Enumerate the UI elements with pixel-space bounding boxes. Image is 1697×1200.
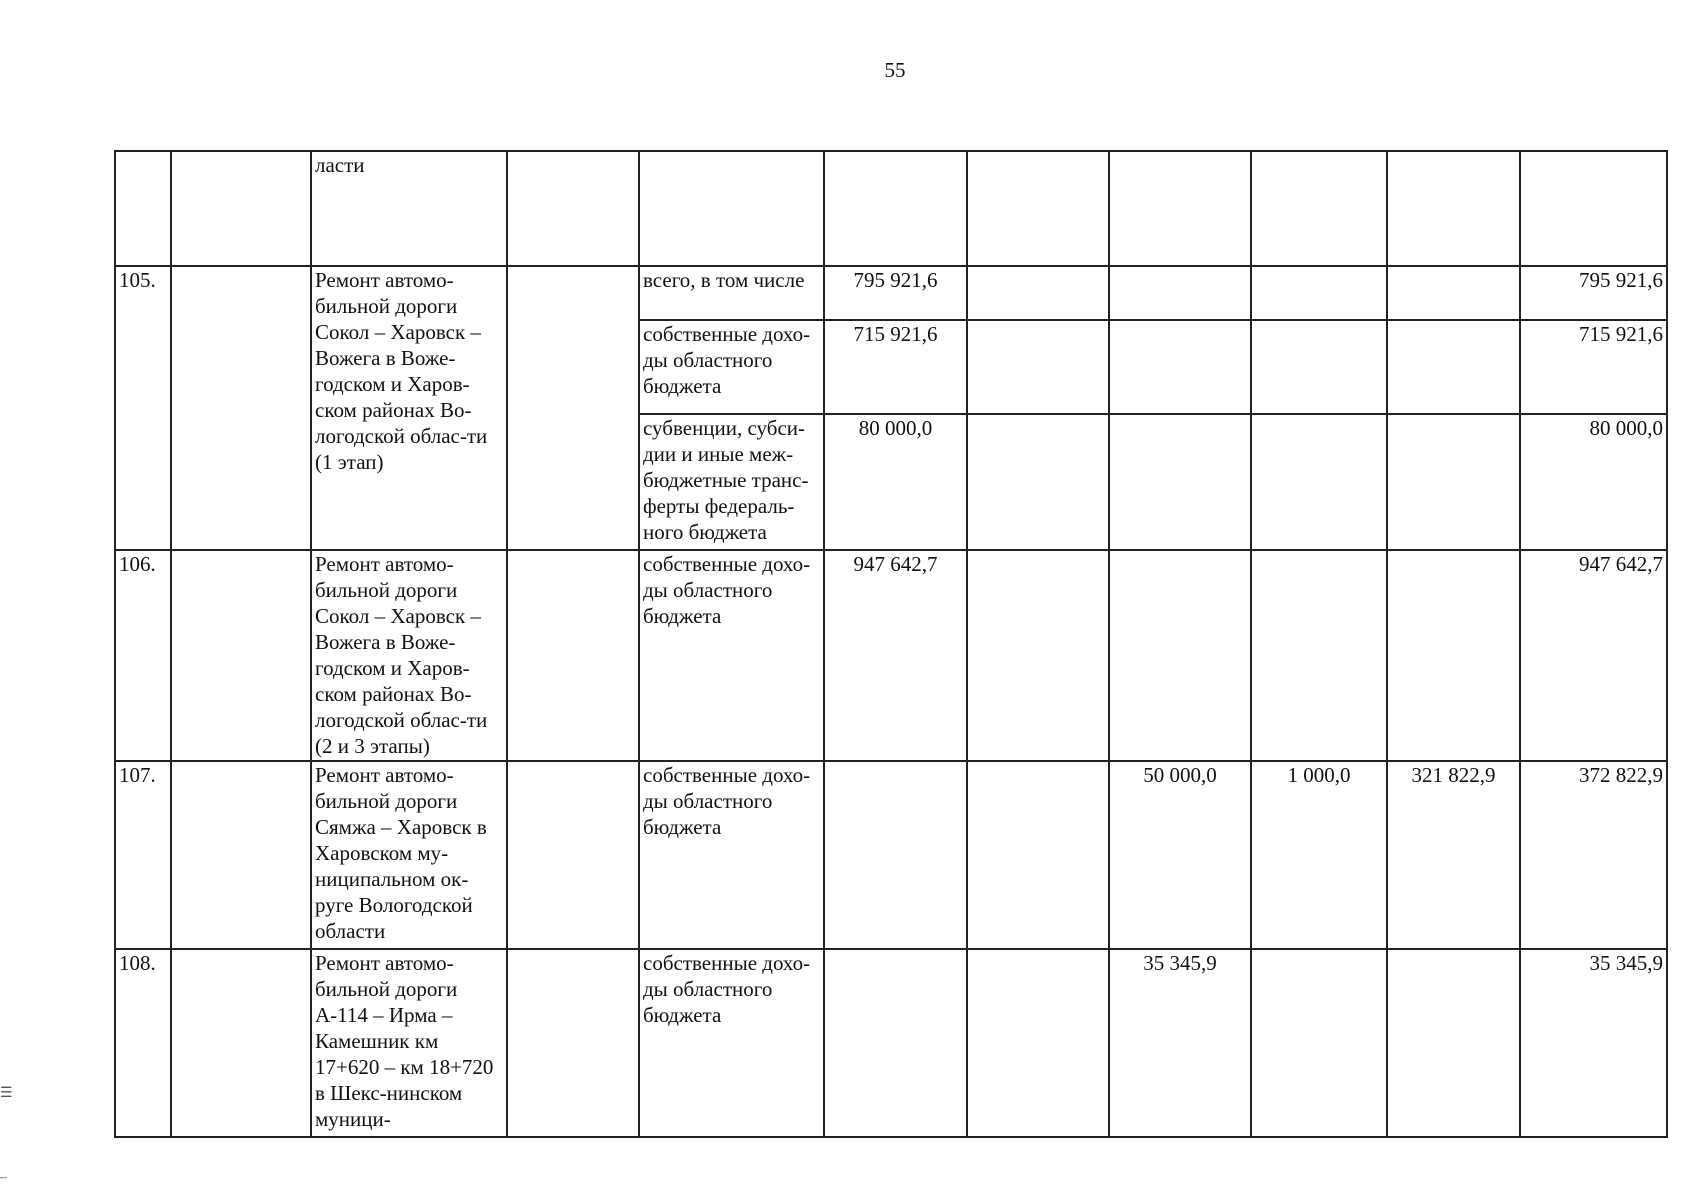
margin-scan-mark: –: [0, 1170, 7, 1185]
value-cell: 1 000,0: [1251, 761, 1387, 949]
name-cell: ласти: [311, 151, 507, 266]
row-number: 108.: [115, 949, 171, 1137]
budget-table: [114, 150, 1668, 1138]
total-cell: 795 921,6: [1520, 266, 1667, 320]
event-name: Ремонт автомо-бильной дороги Сямжа – Харовск в Харовском му-ниципальном ок-руге Вологодской области: [311, 761, 507, 949]
total-cell: 715 921,6: [1520, 320, 1667, 414]
value-cell: 50 000,0: [1109, 761, 1251, 949]
value-cell: 35 345,9: [1109, 949, 1251, 1137]
source-label: собственные дохо-ды областного бюджета: [639, 949, 824, 1137]
table-row: [115, 550, 1667, 761]
event-name: Ремонт автомо-бильной дороги Сокол – Харовск – Вожега в Воже-годском и Харов-ском районах Во-логодской облас-ти (2 и 3 этапы): [311, 550, 507, 761]
event-name: Ремонт автомо-бильной дороги А-114 – Ирма – Камешник км 17+620 – км 18+720 в Шекс-нинском муници-: [311, 949, 507, 1137]
margin-scan-mark: ☰: [0, 1086, 13, 1101]
source-label: собственные дохо-ды областного бюджета: [639, 761, 824, 949]
total-cell: 35 345,9: [1520, 949, 1667, 1137]
table-row: [115, 761, 1667, 949]
total-cell: 80 000,0: [1520, 414, 1667, 550]
source-label: всего, в том числе: [639, 266, 824, 320]
value-cell: 321 822,9: [1387, 761, 1520, 949]
row-number: 106.: [115, 550, 171, 761]
row-number: 105.: [115, 266, 171, 550]
value-cell: 715 921,6: [824, 320, 967, 414]
source-label: собственные дохо-ды областного бюджета: [639, 320, 824, 414]
page-number: 55: [884, 58, 906, 82]
total-cell: 947 642,7: [1520, 550, 1667, 761]
value-cell: 80 000,0: [824, 414, 967, 550]
source-label: субвенции, субси-дии и иные меж-бюджетные транс-ферты федераль-ного бюджета: [639, 414, 824, 550]
value-cell: 795 921,6: [824, 266, 967, 320]
value-cell: 947 642,7: [824, 550, 967, 761]
table-row: [115, 266, 1667, 320]
total-cell: 372 822,9: [1520, 761, 1667, 949]
event-name: Ремонт автомо-бильной дороги Сокол – Харовск – Вожега в Воже-годском и Харов-ском районах Во-логодской облас-ти (1 этап): [311, 266, 507, 550]
table-row-continuation: [115, 151, 1667, 266]
table-row: [115, 949, 1667, 1137]
num-cell: [115, 151, 171, 266]
source-label: собственные дохо-ды областного бюджета: [639, 550, 824, 761]
row-number: 107.: [115, 761, 171, 949]
